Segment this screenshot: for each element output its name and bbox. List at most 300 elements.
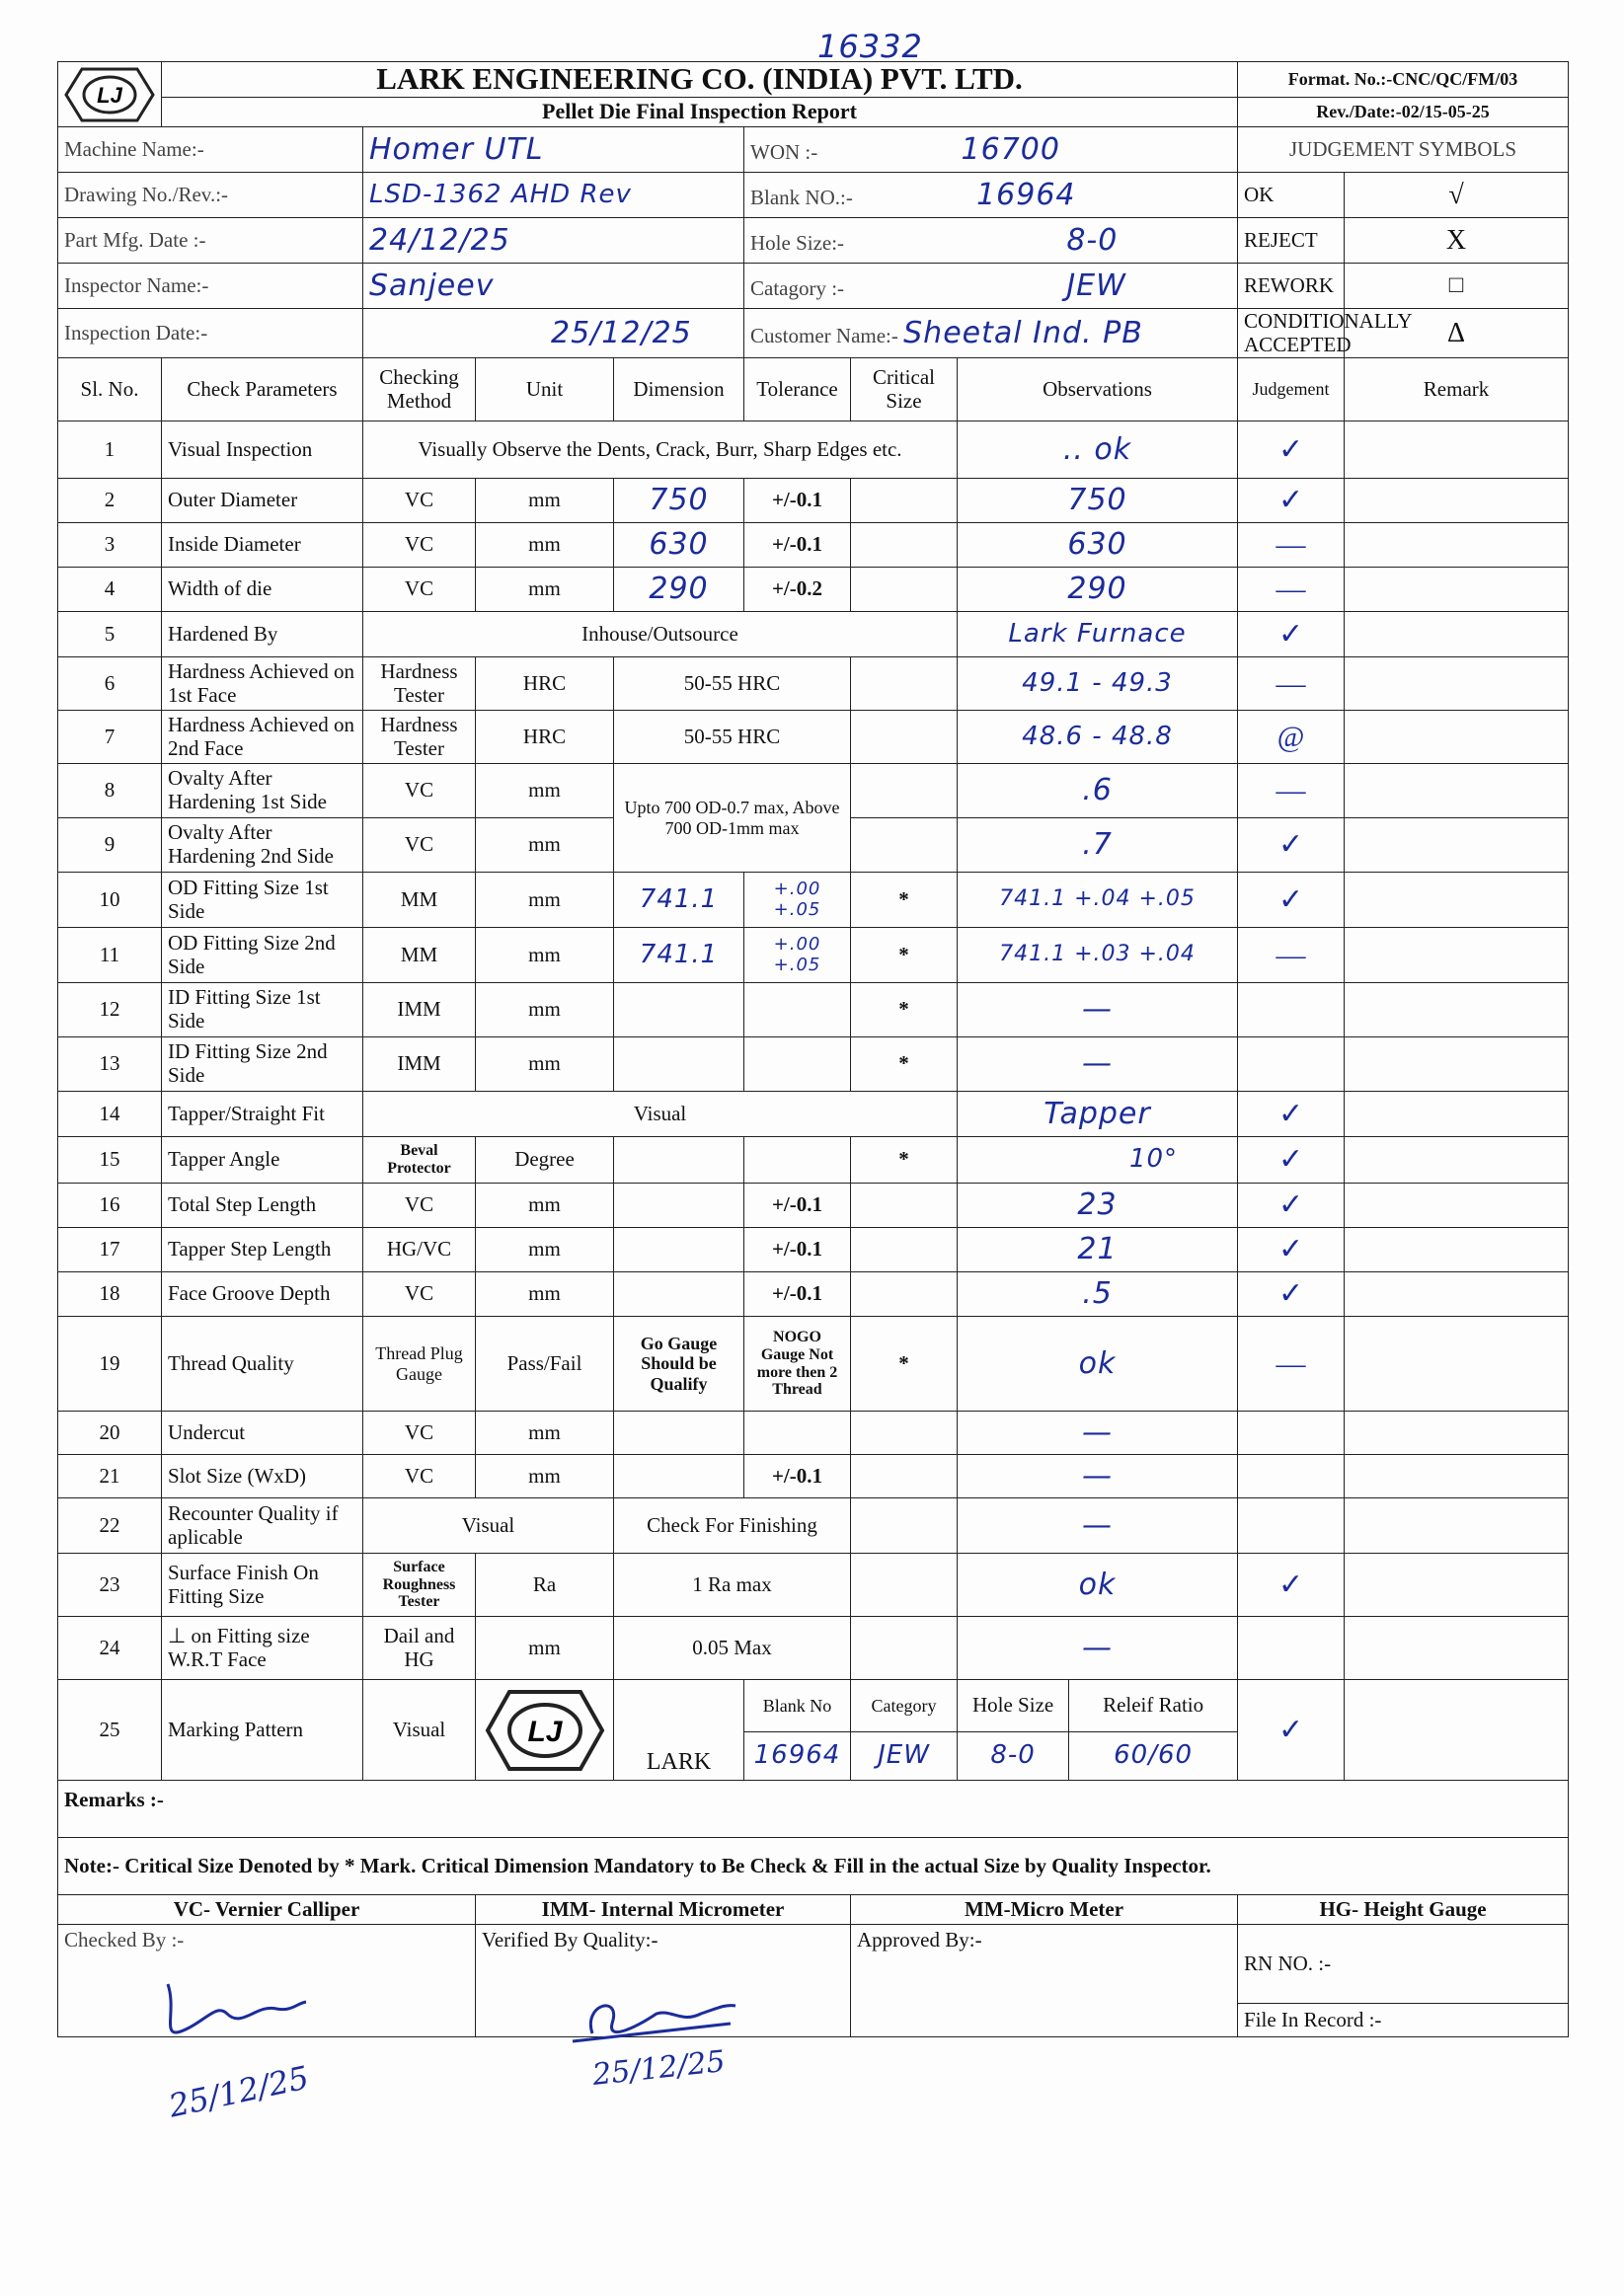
row-observation: Lark Furnace (958, 612, 1238, 657)
marking-logo (476, 1680, 614, 1781)
marking-lark: LARK (614, 1680, 744, 1781)
row-param: Hardness Achieved on 2nd Face (162, 711, 363, 764)
row-critical (851, 764, 958, 818)
rn-number-label: RN NO. :- (1238, 1925, 1569, 2004)
row-method: Hardness Tester (363, 711, 476, 764)
row-param: Ovalty After Hardening 2nd Side (162, 818, 363, 873)
row-observation: 48.6 - 48.8 (958, 711, 1238, 764)
col-critical: Critical Size (851, 358, 958, 421)
row-sl: 11 (58, 928, 162, 983)
row-unit: mm (476, 1228, 614, 1272)
row-critical (851, 657, 958, 711)
row-judgement: ✓ (1238, 1272, 1345, 1317)
row-param: Surface Finish On Fitting Size (162, 1554, 363, 1617)
row-remark (1345, 479, 1569, 523)
row-method: MM (363, 873, 476, 928)
row-observation: .5 (958, 1272, 1238, 1317)
top-number: 16332 (817, 28, 923, 65)
judgement-symbols-title: JUDGEMENT SYMBOLS (1238, 127, 1569, 173)
row-param: Outer Diameter (162, 479, 363, 523)
row-unit: mm (476, 764, 614, 818)
row-observation: 10° (958, 1137, 1238, 1184)
row-param: Marking Pattern (162, 1680, 363, 1781)
row-remark (1345, 1137, 1569, 1184)
row-remark (1345, 1272, 1569, 1317)
row-param: Face Groove Depth (162, 1272, 363, 1317)
row-method: Hardness Tester (363, 657, 476, 711)
row-observation: 630 (958, 523, 1238, 568)
row-spec: Upto 700 OD-0.7 max, Above 700 OD-1mm max (614, 764, 851, 873)
table-row (58, 1092, 1569, 1137)
row-judgement: @ (1238, 711, 1345, 764)
row-remark (1345, 1412, 1569, 1455)
row-critical (851, 1617, 958, 1680)
row-observation: — (958, 1617, 1238, 1680)
legend-mm: MM-Micro Meter (851, 1895, 1238, 1925)
row-judgement: ✓ (1238, 421, 1345, 479)
row-judgement: ✓ (1238, 1228, 1345, 1272)
inspector-label: Inspector Name:- (58, 264, 363, 309)
row-sl: 14 (58, 1092, 162, 1137)
row-remark (1345, 1092, 1569, 1137)
verified-by-label: Verified By Quality:- (476, 1925, 851, 2037)
row-observation: .6 (958, 764, 1238, 818)
row-sl: 10 (58, 873, 162, 928)
symbol-reject-label: REJECT (1238, 218, 1345, 264)
row-sl: 7 (58, 711, 162, 764)
col-remark: Remark (1345, 358, 1569, 421)
inspection-date-value: 25/12/25 (363, 309, 744, 358)
row-unit: Degree (476, 1137, 614, 1184)
row-unit: Ra (476, 1554, 614, 1617)
row-method: VC (363, 568, 476, 612)
row-tolerance (744, 1037, 851, 1092)
row-judgement: — (1238, 523, 1345, 568)
row-remark (1345, 421, 1569, 479)
row-judgement: ✓ (1238, 818, 1345, 873)
row-unit: mm (476, 818, 614, 873)
row-param: Undercut (162, 1412, 363, 1455)
marking-category-value: JEW (851, 1732, 958, 1781)
row-method: Thread Plug Gauge (363, 1317, 476, 1412)
row-remark (1345, 523, 1569, 568)
table-row (58, 1037, 1569, 1092)
checked-by-date: 25/12/25 (165, 2058, 313, 2125)
row-method: Dail and HG (363, 1617, 476, 1680)
row-unit: mm (476, 1455, 614, 1498)
row-unit: mm (476, 1184, 614, 1228)
row-unit: mm (476, 479, 614, 523)
row-param: Ovalty After Hardening 1st Side (162, 764, 363, 818)
table-row (58, 612, 1569, 657)
svg-text:LJ: LJ (97, 82, 122, 108)
row-tolerance: +/-0.1 (744, 1272, 851, 1317)
symbol-reject: X (1345, 218, 1569, 264)
row-observation: — (958, 1455, 1238, 1498)
row-param: Recounter Quality if aplicable (162, 1498, 363, 1554)
symbol-ok: √ (1345, 173, 1569, 218)
hole-size-label: Hole Size:- (750, 230, 845, 255)
row-remark (1345, 1554, 1569, 1617)
row-observation: 49.1 - 49.3 (958, 657, 1238, 711)
row-tolerance: +/-0.2 (744, 568, 851, 612)
col-judgement: Judgement (1238, 358, 1345, 421)
row-remark (1345, 1455, 1569, 1498)
row-remark (1345, 1498, 1569, 1554)
table-row (58, 568, 1569, 612)
row-param: Tapper/Straight Fit (162, 1092, 363, 1137)
row-sl: 16 (58, 1184, 162, 1228)
col-method: Checking Method (363, 358, 476, 421)
row-critical: * (851, 873, 958, 928)
row-sl: 5 (58, 612, 162, 657)
row-unit: mm (476, 568, 614, 612)
row-observation: ok (958, 1317, 1238, 1412)
symbol-ok-label: OK (1238, 173, 1345, 218)
row-method: HG/VC (363, 1228, 476, 1272)
row-tolerance (744, 983, 851, 1037)
row-sl: 25 (58, 1680, 162, 1781)
row-tolerance: +/-0.1 (744, 1455, 851, 1498)
row-tolerance: NOGO Gauge Not more then 2 Thread (744, 1317, 851, 1412)
inspection-date-label: Inspection Date:- (58, 309, 363, 358)
row-remark (1345, 818, 1569, 873)
row-param: Tapper Step Length (162, 1228, 363, 1272)
row-dimension (614, 1184, 744, 1228)
row-critical (851, 523, 958, 568)
row-param: Slot Size (WxD) (162, 1455, 363, 1498)
row-method: MM (363, 928, 476, 983)
row-judgement: — (1238, 764, 1345, 818)
checked-by-signature (148, 1974, 316, 2058)
row-remark (1345, 1184, 1569, 1228)
row-sl: 2 (58, 479, 162, 523)
row-critical: * (851, 983, 958, 1037)
row-judgement: ✓ (1238, 612, 1345, 657)
row-remark (1345, 928, 1569, 983)
marking-blank-value: 16964 (744, 1732, 851, 1781)
row-sl: 12 (58, 983, 162, 1037)
table-row (58, 1680, 1569, 1732)
row-unit: mm (476, 1037, 614, 1092)
row-critical (851, 1455, 958, 1498)
row-sl: 21 (58, 1455, 162, 1498)
symbol-conditional: Δ (1345, 309, 1569, 358)
row-remark (1345, 1680, 1569, 1781)
drawing-value: LSD-1362 AHD Rev (363, 173, 744, 218)
table-row (58, 1317, 1569, 1412)
approved-by-label: Approved By:- (851, 1925, 1238, 2037)
row-judgement: ✓ (1238, 1184, 1345, 1228)
verified-by-date: 25/12/25 (590, 2044, 728, 2093)
row-unit: mm (476, 1272, 614, 1317)
row-observation: 23 (958, 1184, 1238, 1228)
row-judgement (1238, 1498, 1345, 1554)
category-value: JEW (1066, 268, 1126, 303)
row-critical (851, 1228, 958, 1272)
row-param: OD Fitting Size 2nd Side (162, 928, 363, 983)
row-param: ID Fitting Size 2nd Side (162, 1037, 363, 1092)
row-judgement: ✓ (1238, 1680, 1345, 1781)
row-spec: Inhouse/Outsource (363, 612, 958, 657)
row-judgement: ✓ (1238, 873, 1345, 928)
row-sl: 6 (58, 657, 162, 711)
row-dimension (614, 1412, 744, 1455)
row-method: Visual (363, 1498, 614, 1554)
row-observation: .. ok (958, 421, 1238, 479)
col-dimension: Dimension (614, 358, 744, 421)
row-dimension (614, 1455, 744, 1498)
file-record-label: File In Record :- (1238, 2004, 1569, 2037)
row-param: Width of die (162, 568, 363, 612)
row-judgement (1238, 1412, 1345, 1455)
row-spec: 0.05 Max (614, 1617, 851, 1680)
company-name: LARK ENGINEERING CO. (INDIA) PVT. LTD. (162, 62, 1238, 98)
row-dimension: 741.1 (614, 873, 744, 928)
row-observation: 741.1 +.04 +.05 (958, 873, 1238, 928)
customer-value: Sheetal Ind. PB (903, 315, 1143, 350)
row-dimension: 750 (614, 479, 744, 523)
col-sl: Sl. No. (58, 358, 162, 421)
row-spec: Visually Observe the Dents, Crack, Burr, Sharp Edges etc. (363, 421, 958, 479)
row-critical: * (851, 928, 958, 983)
table-row (58, 711, 1569, 764)
won-label: WON :- (750, 139, 818, 164)
row-remark (1345, 983, 1569, 1037)
row-param: Thread Quality (162, 1317, 363, 1412)
row-param: ⊥ on Fitting size W.R.T Face (162, 1617, 363, 1680)
marking-hole-header: Hole Size (958, 1680, 1069, 1731)
row-tolerance (744, 1137, 851, 1184)
row-dimension: 290 (614, 568, 744, 612)
row-spec: 1 Ra max (614, 1554, 851, 1617)
row-method: IMM (363, 1037, 476, 1092)
row-judgement: — (1238, 657, 1345, 711)
drawing-label: Drawing No./Rev.:- (58, 173, 363, 218)
row-judgement: — (1238, 568, 1345, 612)
row-dimension: Go Gauge Should be Qualify (614, 1317, 744, 1412)
row-method: VC (363, 1184, 476, 1228)
row-remark (1345, 568, 1569, 612)
blank-value: 16964 (976, 177, 1076, 212)
row-sl: 20 (58, 1412, 162, 1455)
table-row (58, 1498, 1569, 1554)
col-tolerance: Tolerance (744, 358, 851, 421)
row-tolerance: +.00 +.05 (744, 928, 851, 983)
row-remark (1345, 1317, 1569, 1412)
row-judgement (1238, 1455, 1345, 1498)
row-param: Inside Diameter (162, 523, 363, 568)
row-param: Total Step Length (162, 1184, 363, 1228)
table-row (58, 928, 1569, 983)
table-row (58, 421, 1569, 479)
table-row (58, 1228, 1569, 1272)
col-unit: Unit (476, 358, 614, 421)
row-dimension (614, 1037, 744, 1092)
row-spec: Check For Finishing (614, 1498, 851, 1554)
table-row (58, 873, 1569, 928)
row-method: VC (363, 818, 476, 873)
table-row (58, 657, 1569, 711)
row-method: VC (363, 764, 476, 818)
row-unit: mm (476, 1412, 614, 1455)
row-dimension: 741.1 (614, 928, 744, 983)
row-judgement: ✓ (1238, 1092, 1345, 1137)
svg-text:LJ: LJ (526, 1715, 563, 1748)
row-sl: 3 (58, 523, 162, 568)
symbol-rework-label: REWORK (1238, 264, 1345, 309)
legend-hg: HG- Height Gauge (1238, 1895, 1569, 1925)
row-method: IMM (363, 983, 476, 1037)
remarks-label: Remarks :- (58, 1781, 1569, 1838)
row-unit: HRC (476, 711, 614, 764)
row-param: ID Fitting Size 1st Side (162, 983, 363, 1037)
row-dimension: 630 (614, 523, 744, 568)
row-observation: — (958, 983, 1238, 1037)
row-tolerance: +/-0.1 (744, 1228, 851, 1272)
won-value: 16700 (961, 131, 1060, 167)
category-label: Catagory :- (750, 275, 845, 300)
row-judgement: ✓ (1238, 1137, 1345, 1184)
row-param: Hardness Achieved on 1st Face (162, 657, 363, 711)
table-row (58, 523, 1569, 568)
row-judgement (1238, 1617, 1345, 1680)
row-sl: 4 (58, 568, 162, 612)
machine-name-label: Machine Name:- (58, 127, 363, 173)
row-critical (851, 1498, 958, 1554)
row-observation: 750 (958, 479, 1238, 523)
row-tolerance: +.00 +.05 (744, 873, 851, 928)
table-row (58, 479, 1569, 523)
row-critical (851, 818, 958, 873)
row-param: OD Fitting Size 1st Side (162, 873, 363, 928)
row-judgement (1238, 983, 1345, 1037)
row-critical: * (851, 1137, 958, 1184)
row-sl: 17 (58, 1228, 162, 1272)
marking-relief-value: 60/60 (1114, 1740, 1194, 1771)
col-param: Check Parameters (162, 358, 363, 421)
blank-label: Blank NO.:- (750, 185, 853, 209)
customer-label: Customer Name:- (750, 323, 898, 347)
row-dimension (614, 1272, 744, 1317)
row-param: Hardened By (162, 612, 363, 657)
symbol-rework: □ (1345, 264, 1569, 309)
table-row (58, 1412, 1569, 1455)
row-tolerance: +/-0.1 (744, 523, 851, 568)
table-row (58, 1617, 1569, 1680)
row-critical (851, 1412, 958, 1455)
inspection-report (57, 61, 1568, 2037)
machine-name-value: Homer UTL (363, 127, 744, 173)
row-critical (851, 479, 958, 523)
row-unit: mm (476, 983, 614, 1037)
row-method: VC (363, 1272, 476, 1317)
format-number: Format. No.:-CNC/QC/FM/03 (1238, 62, 1569, 98)
inspector-value: Sanjeev (363, 264, 744, 309)
row-observation: — (958, 1037, 1238, 1092)
row-critical: * (851, 1037, 958, 1092)
row-remark (1345, 764, 1569, 818)
row-method: VC (363, 523, 476, 568)
row-judgement: — (1238, 928, 1345, 983)
row-sl: 22 (58, 1498, 162, 1554)
row-judgement (1238, 1037, 1345, 1092)
row-dimension (614, 1228, 744, 1272)
row-spec: 50-55 HRC (614, 657, 851, 711)
row-remark (1345, 1037, 1569, 1092)
row-unit: mm (476, 928, 614, 983)
table-row (58, 983, 1569, 1037)
table-row (58, 1455, 1569, 1498)
row-unit: mm (476, 523, 614, 568)
row-observation: 21 (958, 1228, 1238, 1272)
checked-by-label: Checked By :- (58, 1925, 476, 2037)
row-sl: 1 (58, 421, 162, 479)
row-observation: — (958, 1498, 1238, 1554)
row-sl: 24 (58, 1617, 162, 1680)
marking-hole-value: 8-0 (958, 1732, 1069, 1780)
row-sl: 13 (58, 1037, 162, 1092)
row-unit: mm (476, 873, 614, 928)
row-spec: 50-55 HRC (614, 711, 851, 764)
row-method: Surface Roughness Tester (363, 1554, 476, 1617)
marking-relief-header: Releif Ratio (1103, 1693, 1204, 1718)
row-sl: 9 (58, 818, 162, 873)
row-method: Beval Protector (363, 1137, 476, 1184)
symbol-conditional-label: CONDITIONALLY ACCEPTED (1238, 309, 1345, 358)
row-remark (1345, 1617, 1569, 1680)
legend-vc: VC- Vernier Calliper (58, 1895, 476, 1925)
row-remark (1345, 711, 1569, 764)
row-sl: 8 (58, 764, 162, 818)
row-observation: .7 (958, 818, 1238, 873)
row-judgement: — (1238, 1317, 1345, 1412)
row-unit: HRC (476, 657, 614, 711)
row-judgement: ✓ (1238, 479, 1345, 523)
row-unit: Pass/Fail (476, 1317, 614, 1412)
row-critical (851, 711, 958, 764)
row-method: VC (363, 1412, 476, 1455)
row-sl: 18 (58, 1272, 162, 1317)
row-tolerance: +/-0.1 (744, 1184, 851, 1228)
table-row (58, 1554, 1569, 1617)
table-row (58, 1137, 1569, 1184)
note-text: Note:- Critical Size Denoted by * Mark. Critical Dimension Mandatory to Be Check & Fill in the actual Size by Quality Inspector. (58, 1838, 1569, 1895)
row-unit: mm (476, 1617, 614, 1680)
row-method: Visual (363, 1680, 476, 1781)
row-dimension (614, 983, 744, 1037)
row-critical (851, 1554, 958, 1617)
row-critical (851, 568, 958, 612)
table-row (58, 1184, 1569, 1228)
row-remark (1345, 612, 1569, 657)
row-sl: 19 (58, 1317, 162, 1412)
row-observation: 290 (958, 568, 1238, 612)
revision-date: Rev./Date:-02/15-05-25 (1238, 98, 1569, 127)
table-row (58, 1272, 1569, 1317)
row-judgement: ✓ (1238, 1554, 1345, 1617)
part-date-label: Part Mfg. Date :- (58, 218, 363, 264)
marking-blank-header: Blank No (744, 1680, 851, 1732)
row-param: Tapper Angle (162, 1137, 363, 1184)
company-logo (58, 62, 162, 127)
row-sl: 15 (58, 1137, 162, 1184)
part-date-value: 24/12/25 (363, 218, 744, 264)
row-remark (1345, 657, 1569, 711)
row-critical: * (851, 1317, 958, 1412)
marking-category-header: Category (851, 1680, 958, 1732)
row-observation: 741.1 +.03 +.04 (958, 928, 1238, 983)
